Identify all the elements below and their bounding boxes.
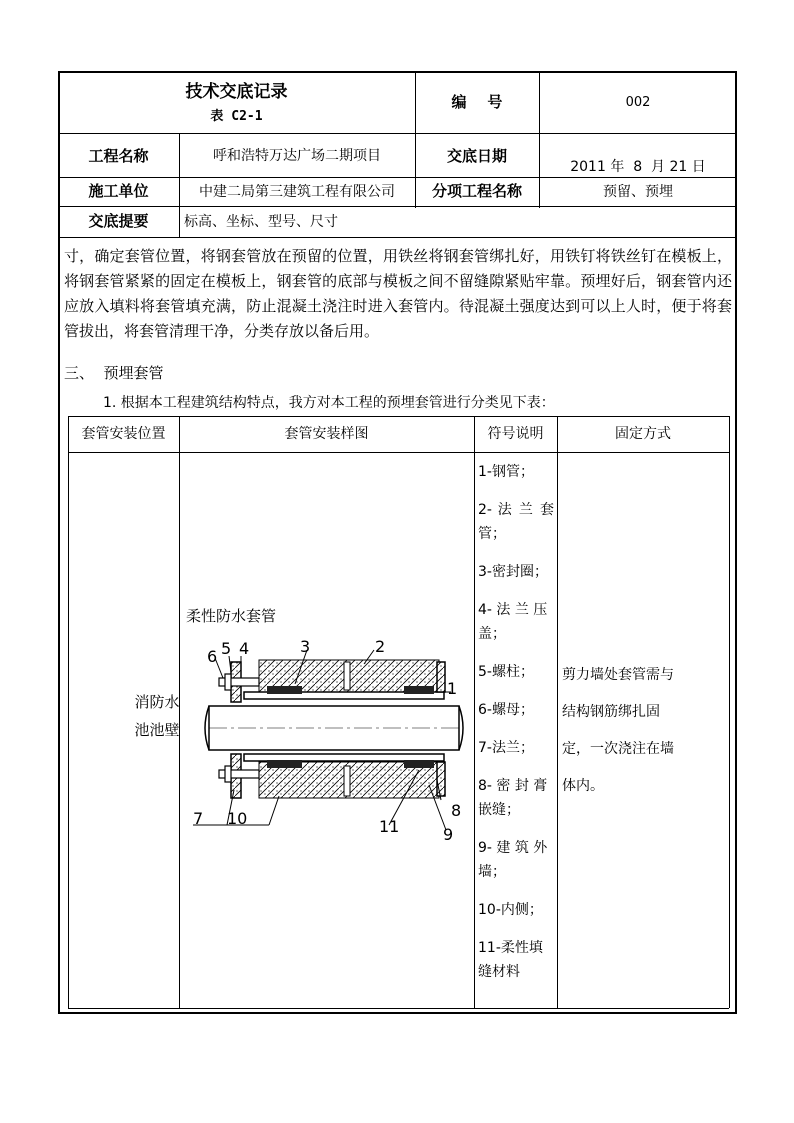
date-label: 交底日期 (446, 147, 507, 165)
middle-gland-top (344, 662, 350, 690)
symbol-item: 4- 法 兰 压盖； (478, 602, 548, 642)
seal-ring-top (267, 686, 302, 694)
project-value: 呼和浩特万达广场二期项目 (213, 148, 381, 164)
table-top-line (68, 416, 729, 417)
middle-gland-bottom (344, 766, 350, 796)
symbol-item: 6-螺母； (478, 702, 534, 718)
symbol-item: 7-法兰； (478, 740, 534, 756)
diagram-label-6: 6 (207, 647, 218, 666)
installation-position: 消防水池池壁 (134, 693, 180, 739)
form-frame (58, 71, 737, 1014)
row-divider (58, 177, 737, 178)
number-value: 002 (625, 95, 651, 110)
subproject-label: 分项工程名称 (431, 182, 522, 200)
flange-plate-right-top (437, 662, 445, 692)
symbol-item: 2- 法 兰 套管； (478, 502, 554, 542)
symbol-list (478, 460, 554, 984)
symbol-item: 10-内侧； (478, 902, 543, 918)
row-divider (58, 237, 737, 238)
contractor-label: 施工单位 (88, 182, 149, 200)
diagram-label-8: 8 (451, 801, 462, 820)
symbol-item: 1-钢管； (478, 464, 534, 480)
diagram-label-5: 5 (221, 639, 232, 658)
nut-top (225, 674, 231, 690)
contractor-value: 中建二局第三建筑工程有限公司 (199, 184, 395, 200)
col-header-position: 套管安装位置 (81, 426, 166, 442)
fixing-method: 剪力墙处套管需与结构钢筋绑扎固定，一次浇注在墙体内。 (562, 667, 674, 794)
row-divider (58, 133, 737, 134)
col-header-symbols: 符号说明 (487, 426, 544, 442)
summary-label: 交底提要 (88, 212, 149, 230)
diagram-label-3: 3 (300, 637, 311, 656)
symbol-item: 5-螺柱； (478, 664, 534, 680)
flange-plate-right-bottom (437, 762, 445, 796)
table-header-line (68, 452, 729, 453)
seal-right-bottom (404, 760, 434, 768)
subproject-value: 预留、预埋 (603, 184, 673, 200)
symbol-item: 3-密封圈； (478, 564, 548, 580)
diagram-label-11: 11 (379, 817, 400, 836)
symbol-item: 11-柔性填缝材料 (478, 940, 543, 980)
table-border-left (68, 416, 69, 1008)
diagram-label-1: 1 (447, 679, 458, 698)
table-border-right (729, 416, 730, 1008)
nut-bottom (225, 766, 231, 782)
diagram-title: 柔性防水套管 (186, 607, 277, 625)
body-paragraph: 寸，确定套管位置，将钢套管放在预留的位置，用铁丝将钢套管绑扎好，用铁钉将铁丝钉在模板上，将钢套管紧紧的固定在模板上，钢套管的底部与模板之间不留缝隙紧贴牢靠。预埋好后，钢套管内还应放入填料将套管填充满，防止混凝土浇注时进入套管内。待混凝土强度达到可以上人时，便于将套管拔出，将套管清理干净，分类存放以备后用。 (64, 247, 732, 340)
project-label: 工程名称 (88, 147, 149, 165)
table-bottom-line (68, 1008, 729, 1009)
table-col-divider (474, 416, 475, 1008)
diagram-label-10: 10 (227, 809, 248, 828)
form-title: 技术交底记录 (185, 82, 288, 102)
diagram-label-4: 4 (239, 639, 250, 658)
col-header-diagram: 套管安装样图 (284, 426, 369, 442)
summary-value: 标高、坐标、型号、尺寸 (184, 214, 338, 230)
symbol-item: 9- 建 筑 外墙； (478, 840, 548, 880)
intro-line: 1. 根据本工程建筑结构特点，我方对本工程的预埋套管进行分类见下表： (103, 395, 555, 411)
diagram-label-7: 7 (193, 809, 204, 828)
flange-sleeve-bottom (244, 754, 444, 761)
row-divider (58, 206, 737, 207)
seal-right-top (404, 686, 434, 694)
col-header-fixing: 固定方式 (615, 426, 671, 442)
flexible-waterproof-sleeve-diagram (179, 620, 474, 870)
number-label: 编 号 (451, 93, 503, 111)
diagram-label-9: 9 (443, 825, 454, 844)
date-value: 2011 年 8 月 21 日 (570, 159, 706, 175)
diagram-label-2: 2 (375, 637, 386, 656)
seal-ring-bottom (267, 760, 302, 768)
table-col-divider (557, 416, 558, 1008)
symbol-item: 8- 密 封 膏嵌缝； (478, 778, 548, 818)
section-heading: 三、 预埋套管 (64, 364, 164, 382)
form-number: 表 C2-1 (210, 109, 263, 124)
